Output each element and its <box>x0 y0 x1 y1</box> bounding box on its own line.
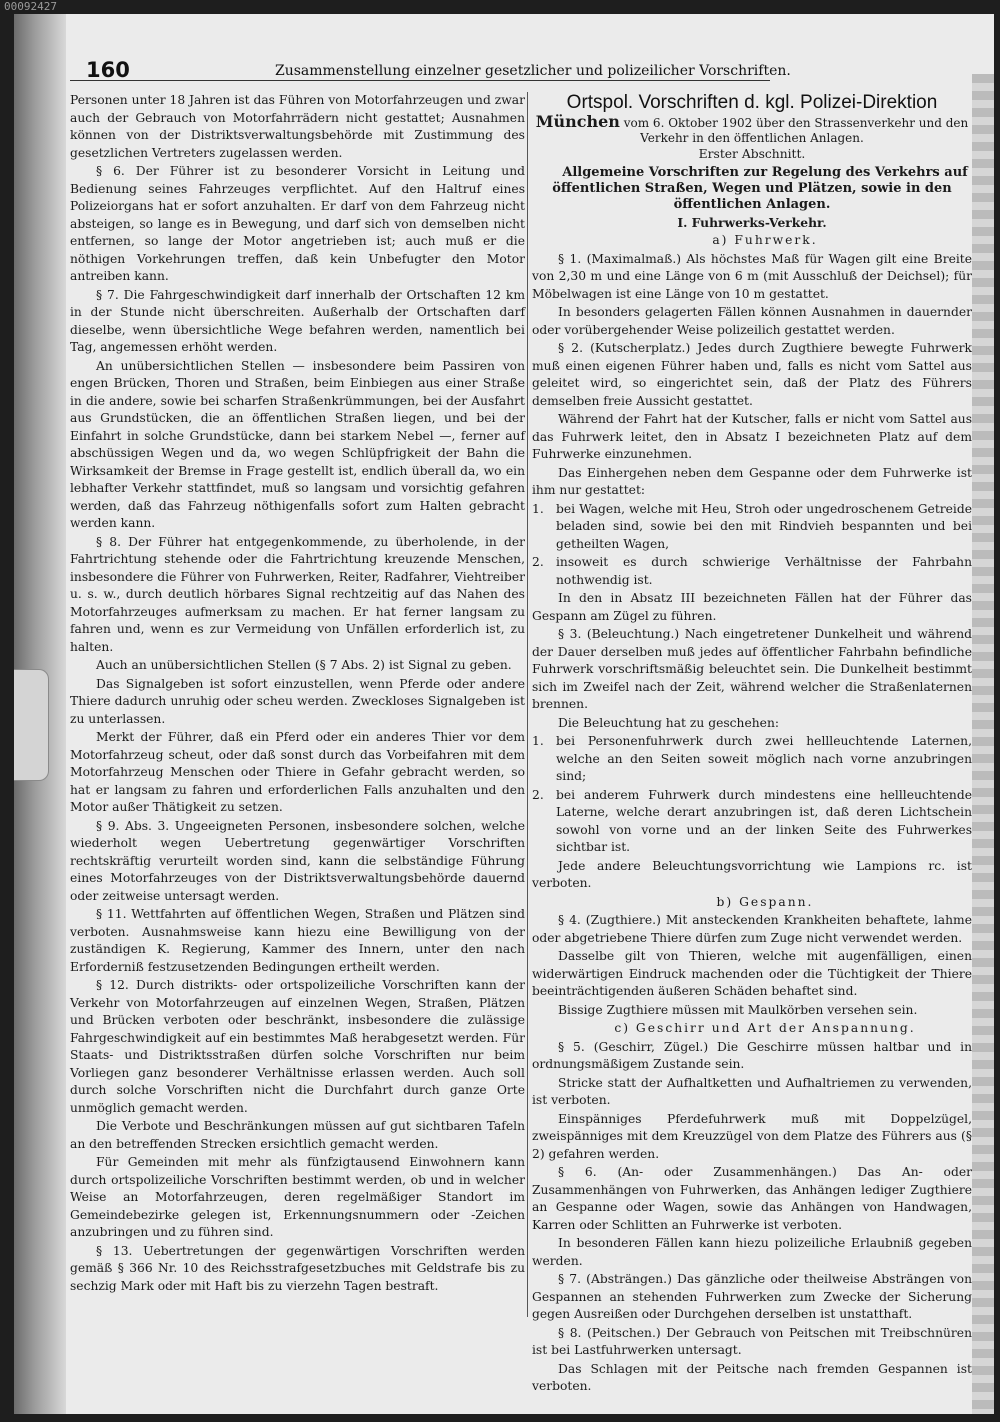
subsection-heading: b) Gespann. <box>716 894 814 909</box>
list-number: 1. <box>532 734 544 748</box>
page-clip <box>14 669 49 781</box>
list-item <box>532 501 972 554</box>
paragraph: In den in Absatz III bezeichneten Fällen hat der Führer das Gespann am Zügel zu führen. <box>532 591 972 623</box>
paragraph: § 4. (Zugthiere.) Mit ansteckenden Krankheiten behaftete, lahme oder abgetriebene Thiere dürfen zum Zuge nicht verwendet werden. <box>532 913 972 945</box>
paragraph: In besonderen Fällen kann hiezu polizeiliche Erlaubniß gegeben werden. <box>532 1236 972 1268</box>
ordinance-subtitle <box>532 114 972 146</box>
paragraph: § 3. (Beleuchtung.) Nach eingetretener Dunkelheit und während der Dauer derselben muß jedes auf öffentlicher Fahrbahn befindliche Fuhrwerk vorschriftsmäßig beleuchtet sein. Die Dunkelheit bestimmt sich im Zweifel nach der Zeit, während welcher die Straßenlaternen brennen. <box>532 627 972 711</box>
paragraph: § 1. (Maximalmaß.) Als höchstes Maß für Wagen gilt eine Breite von 2,30 m und eine Länge von 6 m (mit Ausschluß der Deichsel); für Möbelwagen ist eine Länge von 10 m gestattet. <box>532 251 972 301</box>
list-text: bei Personenfuhrwerk durch zwei hellleuchtende Laternen, welche an den Seiten soweit möglich nach vorne anzubringen sind; <box>556 734 972 783</box>
paragraph: § 9. Abs. 3. Ungeeigneten Personen, insbesondere solchen, welche wiederholt wegen Uebertretung gegenwärtiger Vorschriften rechtskräftig verurteilt worden sind, kann die selbständige Führung eines Motorfahrzeuges von der Distriktsverwaltungsbehörde dauernd oder zeitweise untersagt werden. <box>70 818 525 903</box>
paragraph: Das Schlagen mit der Peitsche nach fremden Gespannen ist verboten. <box>532 1361 972 1393</box>
paragraph: § 8. (Peitschen.) Der Gebrauch von Peitschen mit Treibschnüren ist bei Lastfuhrwerken untersagt. <box>532 1325 972 1357</box>
list-item <box>532 787 972 857</box>
list-item <box>532 733 972 786</box>
paragraph: § 12. Durch distrikts- oder ortspolizeiliche Vorschriften kann der Verkehr von Motorfahrzeugen auf einzelnen Wegen, Straßen, Plätzen und Brücken verboten oder beschränkt, insbesondere die zulässige Fahrgeschwindigkeit auf ein bestimmtes Maß herabgesetzt werden. Für Staats- und Distriktsstraßen dürfen solche Vorschriften nur beim Vorliegen ganz besonderer Verhältnisse erlassen werden. Auch soll durch solche Vorschriften nicht die Durchfahrt durch ganze Orte unmöglich gemacht werden. <box>70 978 525 1115</box>
list-number: 2. <box>532 787 544 802</box>
section-heading: I. Fuhrwerks-Verkehr. <box>677 214 827 230</box>
list-item <box>532 554 972 589</box>
paragraph: Personen unter 18 Jahren ist das Führen von Motorfahrzeugen und zwar auch der Gebrauch von Motorfahrrädern nicht gestattet; Ausnahmen können von der Distriktsverwaltungsbehörde mit Zustimmung des gesetzlichen Vertreters zugelassen werden. <box>70 93 525 160</box>
scan-id: 00092427 <box>4 0 57 13</box>
list-text: bei anderem Fuhrwerk durch mindestens eine hellleuchtende Laterne, welche derart anzubringen ist, daß deren Lichtschein sowohl von vorne und an der linken Seite des Fuhrwerkes sichtbar ist. <box>556 787 972 854</box>
paragraph: § 8. Der Führer hat entgegenkommende, zu überholende, in der Fahrtrichtung stehende oder die Fahrtrichtung kreuzende Menschen, insbesondere die Führer von Fuhrwerken, Reiter, Radfahrer, Viehtreiber u. s. w., durch deutlich hörbares Signal rechtzeitig auf das Nahen des Motorfahrzeuges aufmerksam zu machen. Er hat ferner langsam zu fahren und, wenn es zur Vermeidung von Unfällen erforderlich ist, zu halten. <box>70 534 525 654</box>
page-number: 160 <box>86 58 130 82</box>
paragraph: Dasselbe gilt von Thieren, welche mit augenfälligen, einen widerwärtigen Eindruck machenden oder die Tüchtigkeit der Thiere beeinträchtigenden äußeren Schäden behaftet sind. <box>532 949 972 998</box>
paragraph: § 11. Wettfahrten auf öffentlichen Wegen, Straßen und Plätzen sind verboten. Ausnahmsweise kann hiezu eine Bewilligung von der zuständigen K. Regierung, Kammer des Innern, unter den nach Erforderniß festzusetzenden Bedingungen ertheilt werden. <box>70 907 525 974</box>
paragraph: Stricke statt der Aufhaltketten und Aufhaltriemen zu verwenden, ist verboten. <box>532 1075 972 1107</box>
right-column <box>532 92 972 1397</box>
subsection-heading: c) Geschirr und Art der Anspannung. <box>614 1021 916 1035</box>
ordinance-title: Ortspol. Vorschriften d. kgl. Polizei-Direktion <box>566 92 938 113</box>
paragraph: § 2. (Kutscherplatz.) Jedes durch Zugthiere bewegte Fuhrwerk muß einen eigenen Führer haben und, falls es nicht vom Sattel aus geleitet wird, so eingerichtet sein, daß der Platz des Führers demselben freie Aussicht gestattet. <box>532 341 972 408</box>
page-header <box>70 48 791 82</box>
chapter-heading: Erster Abschnitt. <box>698 147 806 161</box>
subsection-heading: a) Fuhrwerk. <box>712 233 818 247</box>
paragraph: Bissige Zugthiere müssen mit Maulkörben versehen sein. <box>558 1002 918 1017</box>
paragraph: Während der Fahrt hat der Kutscher, falls er nicht vom Sattel aus das Fuhrwerk leitet, den in Absatz I bezeichneten Platz auf dem Fuhrwerke einzunehmen. <box>532 412 972 461</box>
paragraph: § 6. (An- oder Zusammenhängen.) Das An- oder Zusammenhängen von Fuhrwerken, das Anhängen lediger Zugthiere an Gespanne oder Wagen, sowie das Anhängen von Handwagen, Karren oder Schlitten an Fuhrwerke ist verboten. <box>532 1165 972 1232</box>
column-divider <box>527 92 528 1317</box>
left-column <box>70 92 525 1296</box>
ordinance-date: vom 6. Oktober 1902 über den Strassenverkehr und den Verkehr in den öffentlichen Anlagen. <box>623 116 969 145</box>
paragraph: Die Beleuchtung hat zu geschehen: <box>558 715 780 730</box>
list-number: 1. <box>532 501 544 516</box>
list-text: insoweit es durch schwierige Verhältnisse der Fahrbahn nothwendig ist. <box>556 555 972 587</box>
chapter-title: Allgemeine Vorschriften zur Regelung des Verkehrs auf öffentlichen Straßen, Wegen und Plätzen, sowie in den öffentlichen Anlagen. <box>552 164 968 212</box>
paragraph: Einspänniges Pferdefuhrwerk muß mit Doppelzügel, zweispänniges mit dem Kreuzzügel von dem Platze des Führers aus (§ 2) gefahren werden. <box>532 1111 972 1161</box>
list-number: 2. <box>532 555 544 569</box>
paragraph: § 6. Der Führer ist zu besonderer Vorsicht in Leitung und Bedienung seines Fahrzeuges verpflichtet. Auf den Haltruf eines Polizeiorgans hat er sofort anzuhalten. Er darf von dem Fahrzeug nicht absteigen, so lange es in Bewegung, und darf sich von demselben nicht entfernen, so lange der Motor angetrieben ist; auch muß er die nöthigen Vorkehrungen treffen, daß kein Unbefugter den Motor antreiben kann. <box>70 164 525 283</box>
paragraph: Das Einhergehen neben dem Gespanne oder dem Fuhrwerke ist ihm nur gestattet: <box>532 465 972 497</box>
ordinance-city: München <box>535 112 620 131</box>
paragraph: § 13. Uebertretungen der gegenwärtigen Vorschriften werden gemäß § 366 Nr. 10 des Reichsstrafgesetzbuches mit Geldstrafe bis zu sechzig Mark oder mit Haft bis zu vierzehn Tagen bestraft. <box>70 1243 525 1293</box>
paragraph: In besonders gelagerten Fällen können Ausnahmen in dauernder oder vorübergehender Weise polizeilich gestattet werden. <box>532 305 972 337</box>
paragraph: Für Gemeinden mit mehr als fünfzigtausend Einwohnern kann durch ortspolizeiliche Vorschriften bestimmt werden, ob und in welcher Weise an Motorfahrzeugen, deren regelmäßiger Standort im Gemeindebezirke gelegen ist, Erkennungsnummern oder -Zeichen anzubringen und zu führen sind. <box>70 1155 525 1239</box>
paragraph: Das Signalgeben ist sofort einzustellen, wenn Pferde oder andere Thiere dadurch unruhig oder scheu werden. Zweckloses Signalgeben ist zu unterlassen. <box>70 676 525 726</box>
paragraph: § 5. (Geschirr, Zügel.) Die Geschirre müssen haltbar und in ordnungsmäßigem Zustande sein. <box>532 1039 972 1071</box>
paragraph: § 7. Die Fahrgeschwindigkeit darf innerhalb der Ortschaften 12 km in der Stunde nicht überschreiten. Außerhalb der Ortschaften darf dieselbe, wenn übersichtliche Wege befahren werden, namentlich bei Tag, angemessen erhöht werden. <box>70 287 525 354</box>
paragraph: Die Verbote und Beschränkungen müssen auf gut sichtbaren Tafeln an den betreffenden Strecken ersichtlich gemacht werden. <box>70 1119 525 1151</box>
list-text: bei Wagen, welche mit Heu, Stroh oder ungedroschenem Getreide beladen sind, sowie bei den mit Rindvieh bespannten und bei getheilten Wagen, <box>556 501 972 551</box>
paragraph: Merkt der Führer, daß ein Pferd oder ein anderes Thier vor dem Motorfahrzeug scheut, oder daß sonst durch das Vorbeifahren mit dem Motorfahrzeug Menschen oder Thiere in Gefahr gebracht werden, so hat er langsam zu fahren und erforderlichen Falls anzuhalten und den Motor außer Thätigkeit zu setzen. <box>70 730 525 814</box>
page-edge <box>972 74 994 1414</box>
paragraph: Jede andere Beleuchtungsvorrichtung wie Lampions rc. ist verboten. <box>532 858 972 890</box>
running-title: Zusammenstellung einzelner gesetzlicher und polizeilicher Vorschriften. <box>275 63 791 79</box>
paragraph: § 7. (Absträngen.) Das gänzliche oder theilweise Absträngen von Gespannen an stehenden Fuhrwerken zum Zwecke der Sicherung gegen Ausreißen oder Durchgehen derselben ist unstatthaft. <box>532 1272 972 1321</box>
paragraph: Auch an unübersichtlichen Stellen (§ 7 Abs. 2) ist Signal zu geben. <box>96 658 512 672</box>
paragraph: An unübersichtlichen Stellen — insbesondere beim Passiren von engen Brücken, Thoren und Straßen, beim Einbiegen aus einer Straße in die andere, sowie bei scharfen Straßenkrümmungen, bei der Ausfahrt aus Grundstücken, die an öffentlichen Straßen liegen, und bei der Einfahrt in solche Grundstücke, dann bei starkem Nebel —, ferner auf abschüssigen Wegen und da, wo wegen Schlüpfrigkeit der Bahn die Wirksamkeit der Bremse in Frage gestellt ist, endlich überall da, wo ein lebhafter Verkehr stattfindet, muß so langsam und vorsichtig gefahren werden, daß das Fahrzeug nöthigenfalls sofort zum Halten gebracht werden kann. <box>70 358 525 530</box>
